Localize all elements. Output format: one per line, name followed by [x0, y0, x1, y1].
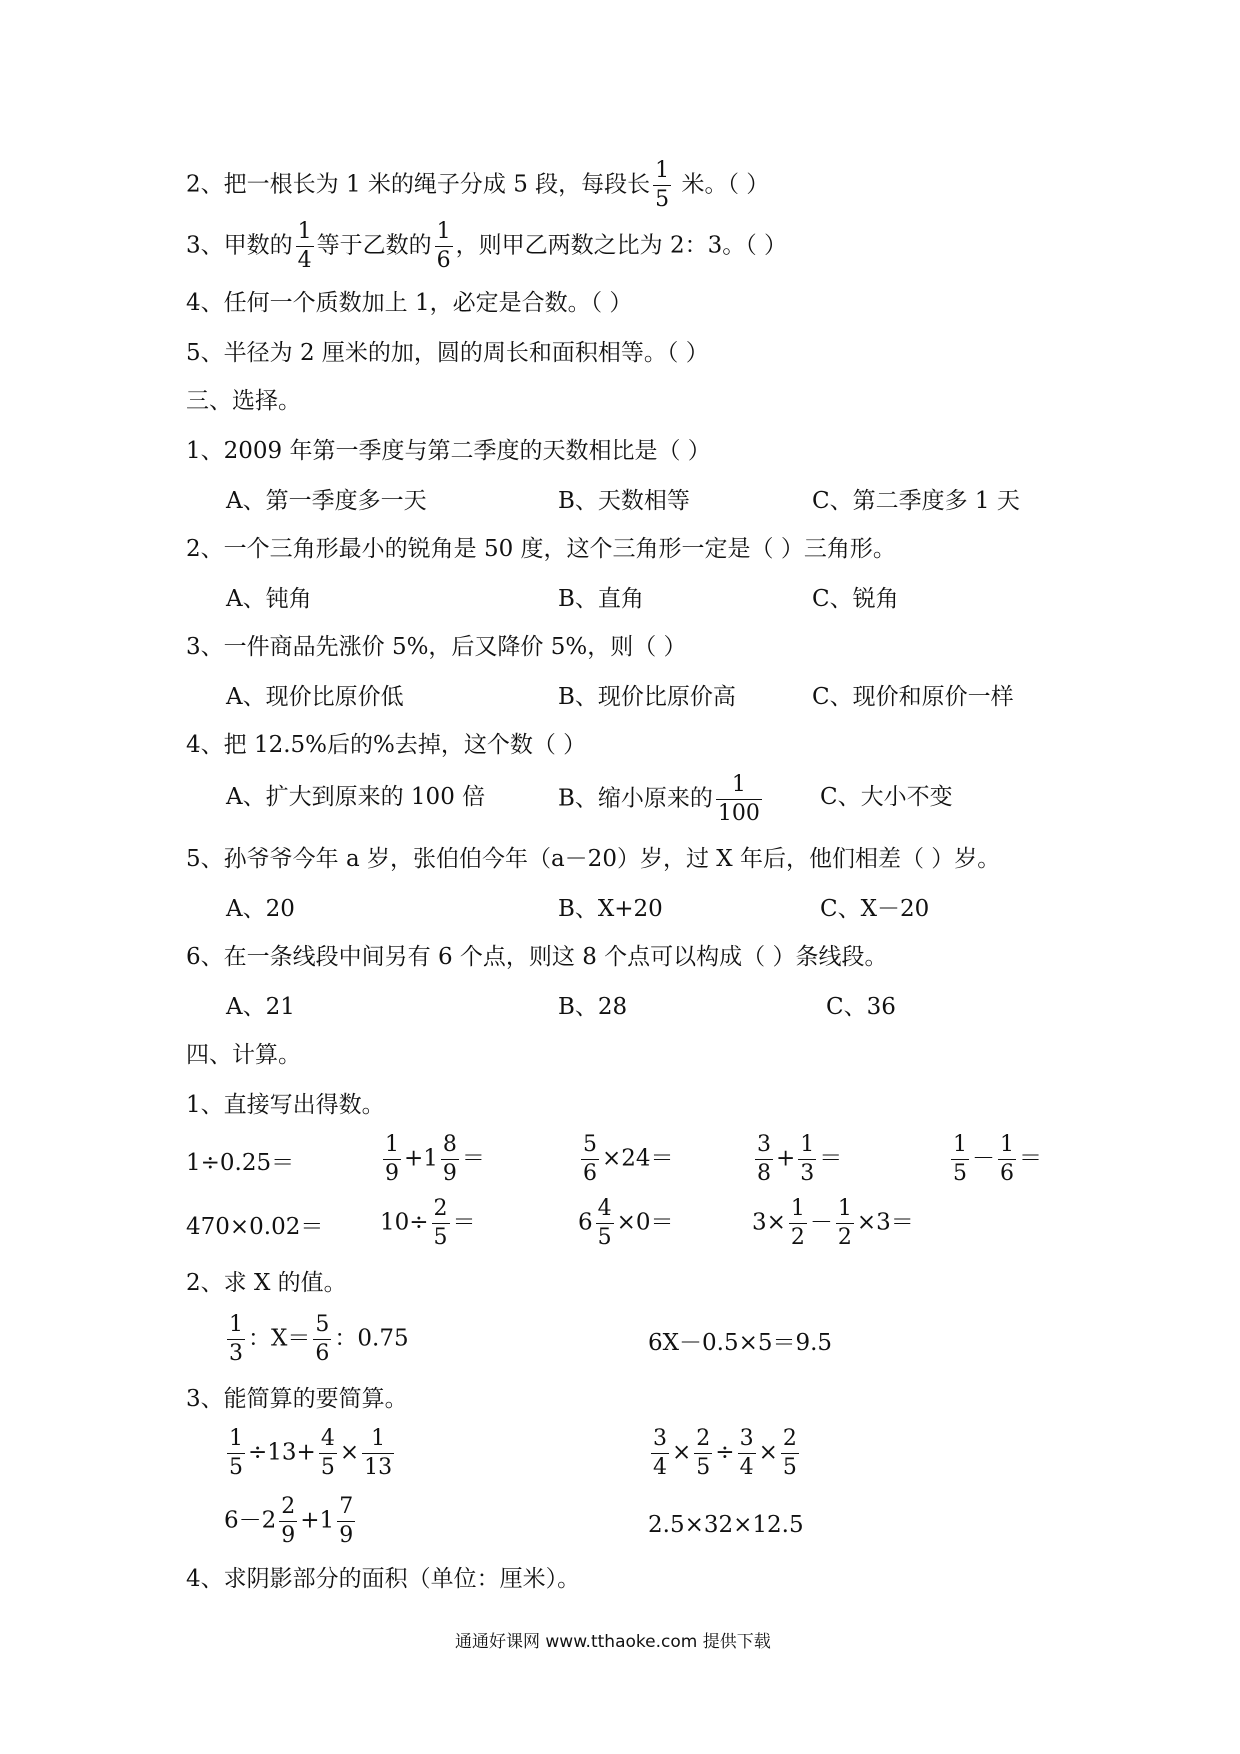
simplify-3: 6－2 $\frac{2}{9}$ +1 $\frac{7}{9}$	[224, 1494, 354, 1548]
fraction: $\frac{1}{6}$	[436, 219, 451, 273]
fraction: $\frac{1}{9}$	[385, 1132, 399, 1186]
fraction: $\frac{1}{100}$	[717, 772, 760, 826]
mental-calc-5: $\frac{1}{5}$ － $\frac{1}{6}$ ＝	[953, 1132, 1042, 1186]
mental-calc-4: $\frac{3}{8}$ + $\frac{1}{3}$ ＝	[757, 1132, 843, 1186]
mental-calc-2: $\frac{1}{9}$ +1 $\frac{8}{9}$ ＝	[385, 1132, 485, 1186]
section-heading-choice: 三、选择。	[186, 388, 301, 414]
choice-question-1: 1、2009 年第一季度与第二季度的天数相比是（ ）	[186, 438, 711, 464]
choice-question-5: 5、孙爷爷今年 a 岁，张伯伯今年（a－20）岁，过 X 年后，他们相差（ ）岁。	[186, 846, 1001, 872]
choice-option-b: B、直角	[558, 586, 644, 612]
fraction: $\frac{1}{3}$	[800, 1132, 815, 1186]
choice-option-c: C、第二季度多 1 天	[812, 488, 1020, 514]
choice-option-b: B、X+20	[558, 896, 663, 922]
mental-calc-3: $\frac{5}{6}$ ×24＝	[583, 1132, 674, 1186]
choice-option-b: B、现价比原价高	[558, 684, 736, 710]
judge-item-4: 4、任何一个质数加上 1，必定是合数。（ ）	[186, 290, 633, 316]
fraction: $\frac{1}{2}$	[790, 1196, 805, 1250]
simplify-1: $\frac{1}{5}$ ÷13+ $\frac{4}{5}$ × $\frac{1}{13}$	[229, 1426, 393, 1480]
fraction: $\frac{2}{5}$	[782, 1426, 797, 1480]
choice-question-4: 4、把 12.5%后的%去掉，这个数（ ）	[186, 732, 587, 758]
fraction: $\frac{2}{5}$	[433, 1196, 448, 1250]
fraction: $\frac{1}{4}$	[297, 219, 312, 273]
fraction: $\frac{4}{5}$	[320, 1426, 335, 1480]
judge-item-3: 3、甲数的 $\frac{1}{4}$ 等于乙数的 $\frac{1}{6}$ ，则甲乙两数之比为 2：3。（ ）	[186, 219, 788, 273]
choice-option-b: B、缩小原来的 $\frac{1}{100}$	[558, 772, 760, 826]
fraction: $\frac{5}{6}$	[583, 1132, 597, 1186]
choice-question-6: 6、在一条线段中间另有 6 个点，则这 8 个点可以构成（ ）条线段。	[186, 944, 888, 970]
choice-option-c: C、X－20	[820, 896, 930, 922]
calc-subheading-4: 4、求阴影部分的面积（单位：厘米）。	[186, 1566, 581, 1592]
calc-subheading-3: 3、能简算的要简算。	[186, 1386, 408, 1412]
choice-option-c: C、现价和原价一样	[812, 684, 1014, 710]
choice-question-2: 2、一个三角形最小的锐角是 50 度，这个三角形一定是（ ）三角形。	[186, 536, 896, 562]
fraction: $\frac{1}{13}$	[364, 1426, 393, 1480]
fraction: $\frac{1}{5}$	[229, 1426, 243, 1480]
judge-item-2: 2、把一根长为 1 米的绳子分成 5 段，每段长 $\frac{1}{5}$ 米。（ ）	[186, 158, 770, 212]
choice-option-a: A、钝角	[226, 586, 312, 612]
fraction: $\frac{1}{5}$	[953, 1132, 967, 1186]
fraction: $\frac{3}{4}$	[653, 1426, 667, 1480]
simplify-2: $\frac{3}{4}$ × $\frac{2}{5}$ ÷ $\frac{3}{4}$ × $\frac{2}{5}$	[653, 1426, 797, 1480]
choice-option-a: A、第一季度多一天	[226, 488, 427, 514]
mental-calc-9: 3× $\frac{1}{2}$ － $\frac{1}{2}$ ×3＝	[752, 1196, 914, 1250]
mental-calc-8: 6 $\frac{4}{5}$ ×0＝	[578, 1196, 674, 1250]
fraction: $\frac{5}{6}$	[315, 1312, 330, 1366]
equation-2: 6X－0.5×5＝9.5	[648, 1330, 833, 1356]
fraction: $\frac{1}{2}$	[837, 1196, 852, 1250]
choice-option-a: A、现价比原价低	[226, 684, 404, 710]
page-footer: 通通好课网 www.tthaoke.com 提供下载	[455, 1632, 771, 1652]
choice-option-c: C、36	[826, 994, 896, 1020]
fraction: $\frac{4}{5}$	[597, 1196, 612, 1250]
choice-option-b: B、天数相等	[558, 488, 690, 514]
mental-calc-6: 470×0.02＝	[186, 1214, 324, 1240]
choice-option-b: B、28	[558, 994, 628, 1020]
mental-calc-7: 10÷ $\frac{2}{5}$ ＝	[380, 1196, 476, 1250]
fraction: $\frac{3}{8}$	[757, 1132, 771, 1186]
fraction: $\frac{2}{9}$	[281, 1494, 296, 1548]
choice-question-3: 3、一件商品先涨价 5%，后又降价 5%，则（ ）	[186, 634, 687, 660]
judge-item-5: 5、半径为 2 厘米的加，圆的周长和面积相等。（ ）	[186, 340, 709, 366]
simplify-4: 2.5×32×12.5	[648, 1512, 804, 1538]
choice-option-c: C、锐角	[812, 586, 899, 612]
section-heading-calc: 四、计算。	[186, 1042, 301, 1068]
fraction: $\frac{3}{4}$	[739, 1426, 754, 1480]
choice-option-a: A、20	[226, 896, 295, 922]
calc-subheading-2: 2、求 X 的值。	[186, 1270, 347, 1296]
choice-option-c: C、大小不变	[820, 784, 953, 810]
fraction: $\frac{1}{6}$	[1000, 1132, 1014, 1186]
fraction: $\frac{7}{9}$	[339, 1494, 354, 1548]
mental-calc-1: 1÷0.25＝	[186, 1150, 295, 1176]
choice-option-a: A、扩大到原来的 100 倍	[226, 784, 486, 810]
choice-option-a: A、21	[226, 994, 295, 1020]
fraction: $\frac{1}{3}$	[229, 1312, 243, 1366]
equation-1: $\frac{1}{3}$ ：X＝ $\frac{5}{6}$ ：0.75	[229, 1312, 409, 1366]
fraction: $\frac{2}{5}$	[696, 1426, 711, 1480]
fraction: $\frac{8}{9}$	[442, 1132, 457, 1186]
fraction: $\frac{1}{5}$	[655, 158, 670, 212]
calc-subheading-1: 1、直接写出得数。	[186, 1092, 385, 1118]
